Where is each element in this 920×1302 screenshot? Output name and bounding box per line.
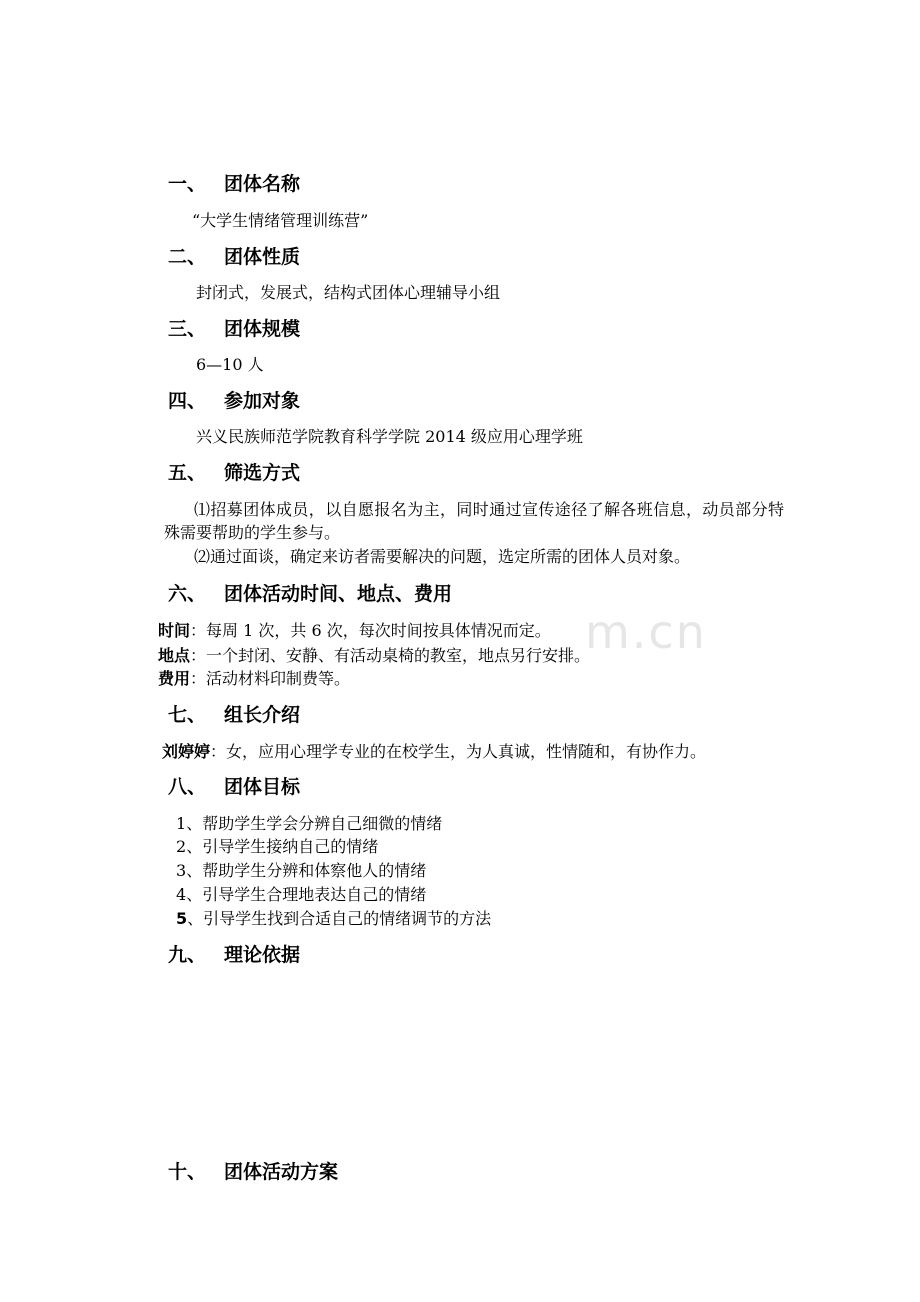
section-body: 6—10 人 bbox=[196, 355, 264, 374]
section-title: 团体性质 bbox=[224, 246, 301, 268]
section-title: 理论依据 bbox=[224, 944, 301, 966]
section-heading-8 bbox=[168, 775, 300, 799]
section-heading-5 bbox=[168, 461, 300, 485]
goal-number: 5 bbox=[176, 909, 188, 928]
goal-number: 1 bbox=[176, 814, 187, 833]
time-label: 时间 bbox=[158, 621, 191, 640]
section-heading-4 bbox=[168, 389, 300, 413]
section-number: 四、 bbox=[168, 390, 207, 412]
watermark: m.cn bbox=[585, 605, 707, 659]
section-number: 一、 bbox=[168, 173, 207, 195]
section-title: 筛选方式 bbox=[224, 462, 301, 484]
time-row bbox=[158, 620, 551, 642]
section-heading-1 bbox=[168, 172, 300, 196]
goal-text: 、帮助学生分辨和体察他人的情绪 bbox=[186, 861, 427, 880]
section-title: 参加对象 bbox=[224, 390, 301, 412]
section-heading-7 bbox=[168, 703, 300, 727]
place-text: ：一个封闭、安静、有活动桌椅的教室，地点另行安排。 bbox=[190, 646, 591, 665]
time-text: ：每周 1 次，共 6 次，每次时间按具体情况而定。 bbox=[190, 621, 551, 640]
section-heading-3 bbox=[168, 317, 300, 341]
section-heading-6 bbox=[168, 582, 452, 606]
place-label: 地点 bbox=[158, 646, 191, 665]
section-heading-9 bbox=[168, 943, 300, 967]
section-body: “大学生情绪管理训练营” bbox=[192, 211, 369, 230]
cost-text: ：活动材料印制费等。 bbox=[190, 669, 351, 688]
screening-item-1: ⑴招募团体成员，以自愿报名为主，同时通过宣传途径了解各班信息，动员部分特殊需要帮助的学生参与。 bbox=[164, 500, 784, 542]
goal-number: 2 bbox=[176, 837, 187, 856]
section-body: 封闭式，发展式，结构式团体心理辅导小组 bbox=[196, 283, 501, 302]
section-body: 兴义民族师范学院教育科学学院 2014 级应用心理学班 bbox=[196, 427, 583, 446]
section-heading-2 bbox=[168, 245, 300, 269]
goal-number: 3 bbox=[176, 861, 187, 880]
goal-item bbox=[176, 884, 426, 906]
leader-name: 刘婷婷 bbox=[162, 742, 211, 761]
section-heading-10 bbox=[168, 1160, 338, 1184]
goal-text: 、引导学生接纳自己的情绪 bbox=[186, 837, 379, 856]
section-title: 团体活动时间、地点、费用 bbox=[224, 583, 453, 605]
section-number: 七、 bbox=[168, 704, 207, 726]
goal-item bbox=[176, 860, 426, 882]
section-title: 团体规模 bbox=[224, 318, 301, 340]
goal-text: 、引导学生找到合适自己的情绪调节的方法 bbox=[187, 909, 492, 928]
section-title: 组长介绍 bbox=[224, 704, 301, 726]
section-number: 二、 bbox=[168, 246, 207, 268]
leader-row bbox=[162, 741, 706, 763]
goal-item bbox=[176, 813, 442, 835]
section-title: 团体目标 bbox=[224, 776, 301, 798]
cost-label: 费用 bbox=[158, 669, 191, 688]
section-number: 三、 bbox=[168, 318, 207, 340]
cost-row bbox=[158, 668, 350, 690]
section-number: 六、 bbox=[168, 583, 207, 605]
section-number: 八、 bbox=[168, 776, 207, 798]
goal-item bbox=[176, 908, 491, 930]
goal-item bbox=[176, 836, 378, 858]
place-row bbox=[158, 645, 590, 667]
section-number: 五、 bbox=[168, 462, 207, 484]
section-number: 九、 bbox=[168, 944, 207, 966]
goal-text: 、引导学生合理地表达自己的情绪 bbox=[186, 885, 427, 904]
goal-number: 4 bbox=[176, 885, 187, 904]
screening-item-2: ⑵通过面谈，确定来访者需要解决的问题，选定所需的团体人员对象。 bbox=[194, 547, 691, 566]
leader-text: ：女，应用心理学专业的在校学生，为人真诚，性情随和，有协作力。 bbox=[210, 742, 707, 761]
section-number: 十、 bbox=[168, 1161, 207, 1183]
goal-text: 、帮助学生学会分辨自己细微的情绪 bbox=[186, 814, 443, 833]
section-title: 团体名称 bbox=[224, 173, 301, 195]
section-title: 团体活动方案 bbox=[224, 1161, 339, 1183]
